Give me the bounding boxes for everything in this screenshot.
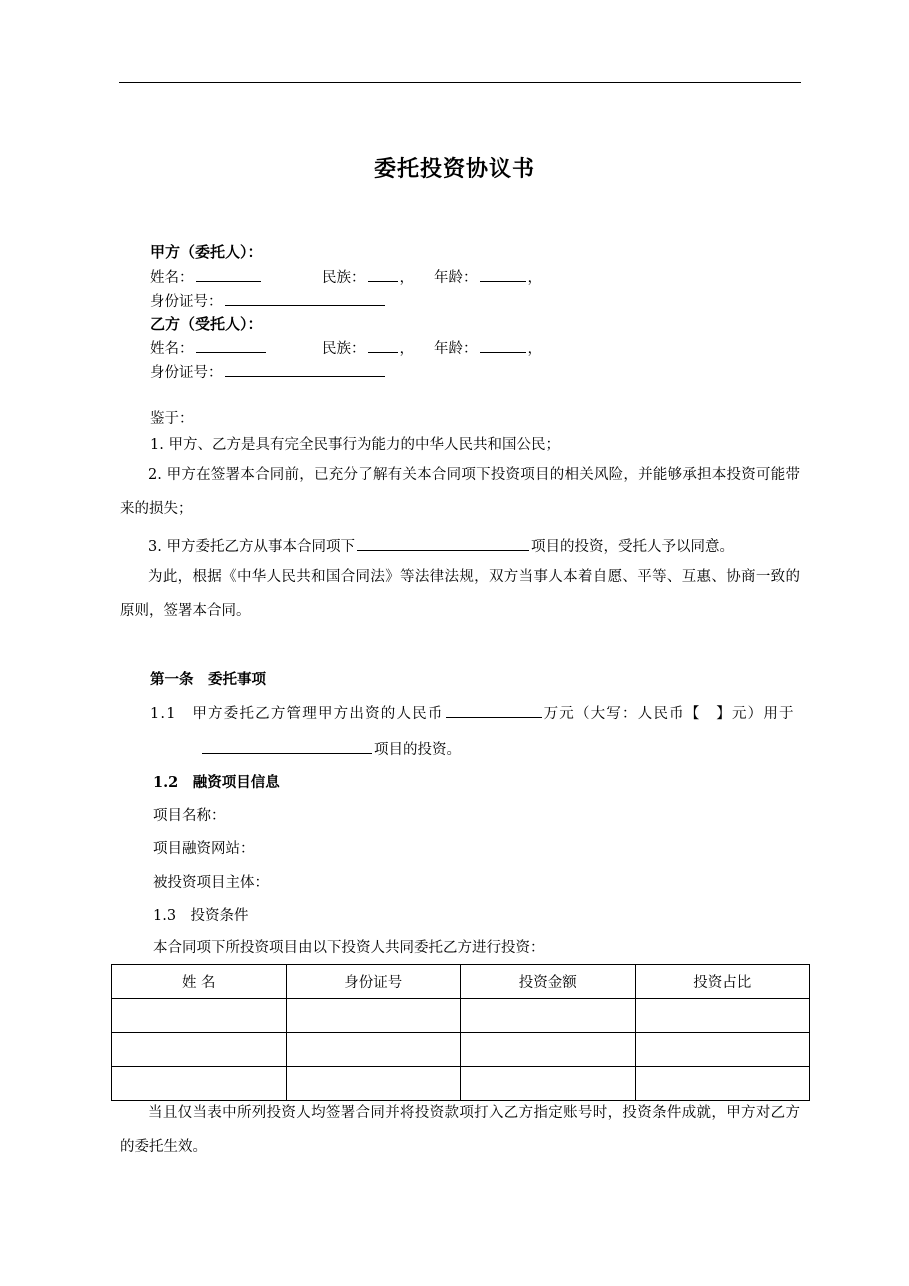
- investor-table: [111, 964, 810, 1101]
- whereas-item-3-suffix: 项目的投资，受托人予以同意。: [530, 539, 734, 555]
- party-b-name-blank[interactable]: [196, 338, 266, 353]
- clause-1-3-heading: 1.3 投资条件: [153, 908, 249, 924]
- whereas-label: 鉴于：: [150, 411, 194, 427]
- party-b-ethnicity-label: 民族：: [322, 341, 366, 357]
- party-a-ethnicity-row: [322, 266, 414, 287]
- party-a-id-row: [150, 290, 387, 311]
- party-a-name-row: [150, 266, 263, 287]
- comma: ，: [399, 270, 414, 286]
- table-header-name: 姓 名: [112, 965, 287, 999]
- party-b-id-row: [150, 361, 387, 382]
- table-cell[interactable]: [112, 1033, 287, 1067]
- table-cell[interactable]: [635, 999, 810, 1033]
- article-1-heading: 第一条 委托事项: [150, 671, 266, 688]
- clause-1-3-intro: 本合同项下所投资项目由以下投资人共同委托乙方进行投资：: [153, 940, 545, 956]
- party-a-name-blank[interactable]: [196, 267, 261, 282]
- comma: ，: [399, 341, 414, 357]
- clause-1-2-heading: 1.2 融资项目信息: [153, 774, 280, 791]
- table-row: [112, 1033, 810, 1067]
- party-b-age-row: [434, 337, 542, 358]
- whereas-item-2: 2. 甲方在签署本合同前，已充分了解有关本合同项下投资项目的相关风险，并能够承担本投资可能带来的损失；: [120, 467, 800, 517]
- clause-1-1-suffix: 项目的投资。: [374, 742, 461, 758]
- party-b-ethnicity-blank[interactable]: [368, 338, 398, 353]
- whereas-item-3: [148, 535, 734, 556]
- clause-1-1-line2: [200, 738, 461, 759]
- party-b-age-label: 年龄：: [434, 341, 478, 357]
- project-entity-label: 被投资项目主体：: [153, 875, 269, 891]
- party-a-heading: 甲方（委托人）：: [150, 243, 263, 261]
- party-b-name-row: [150, 337, 268, 358]
- party-b-id-label: 身份证号：: [150, 365, 223, 381]
- party-b-age-blank[interactable]: [480, 338, 526, 353]
- clause-1-1-prefix: 1.1 甲方委托乙方管理甲方出资的人民币: [150, 706, 444, 722]
- party-b-ethnicity-row: [322, 337, 414, 358]
- party-b-id-blank[interactable]: [225, 362, 385, 377]
- project-blank-2[interactable]: [202, 739, 372, 754]
- party-a-age-label: 年龄：: [434, 270, 478, 286]
- document-title: 委托投资协议书: [373, 157, 535, 182]
- project-name-label: 项目名称：: [153, 808, 226, 824]
- header-rule: [119, 82, 801, 83]
- project-site-label: 项目融资网站：: [153, 841, 255, 857]
- clause-1-1-mid: 万元（大写：人民币【 】元）用于: [543, 706, 795, 722]
- table-header-row: [112, 965, 810, 999]
- table-header-id: 身份证号: [286, 965, 461, 999]
- party-a-name-label: 姓名：: [150, 270, 194, 286]
- table-header-amount: 投资金额: [461, 965, 636, 999]
- table-cell[interactable]: [461, 1033, 636, 1067]
- whereas-item-1: 1. 甲方、乙方是具有完全民事行为能力的中华人民共和国公民；: [150, 437, 560, 453]
- clause-1-1-line1: [150, 702, 795, 723]
- party-a-age-blank[interactable]: [480, 267, 526, 282]
- comma: ，: [527, 270, 542, 286]
- party-b-name-label: 姓名：: [150, 341, 194, 357]
- table-cell[interactable]: [461, 999, 636, 1033]
- comma: ，: [527, 341, 542, 357]
- table-row: [112, 999, 810, 1033]
- amount-blank[interactable]: [446, 703, 542, 718]
- table-cell[interactable]: [286, 999, 461, 1033]
- whereas-item-3-prefix: 3. 甲方委托乙方从事本合同项下: [148, 539, 355, 555]
- party-a-age-row: [434, 266, 542, 287]
- table-header-ratio: 投资占比: [635, 965, 810, 999]
- party-a-id-label: 身份证号：: [150, 294, 223, 310]
- whereas-conclusion: 为此，根据《中华人民共和国合同法》等法律法规，双方当事人本着自愿、平等、互惠、协商一致的原则，签署本合同。: [120, 569, 800, 619]
- party-a-ethnicity-label: 民族：: [322, 270, 366, 286]
- investment-condition: 当且仅当表中所列投资人均签署合同并将投资款项打入乙方指定账号时，投资条件成就，甲方对乙方的委托生效。: [120, 1105, 800, 1155]
- party-a-id-blank[interactable]: [225, 291, 385, 306]
- party-b-heading: 乙方（受托人）：: [150, 315, 263, 333]
- table-cell[interactable]: [112, 999, 287, 1033]
- table-cell[interactable]: [286, 1033, 461, 1067]
- table-cell[interactable]: [635, 1033, 810, 1067]
- project-blank[interactable]: [357, 536, 529, 551]
- party-a-ethnicity-blank[interactable]: [368, 267, 398, 282]
